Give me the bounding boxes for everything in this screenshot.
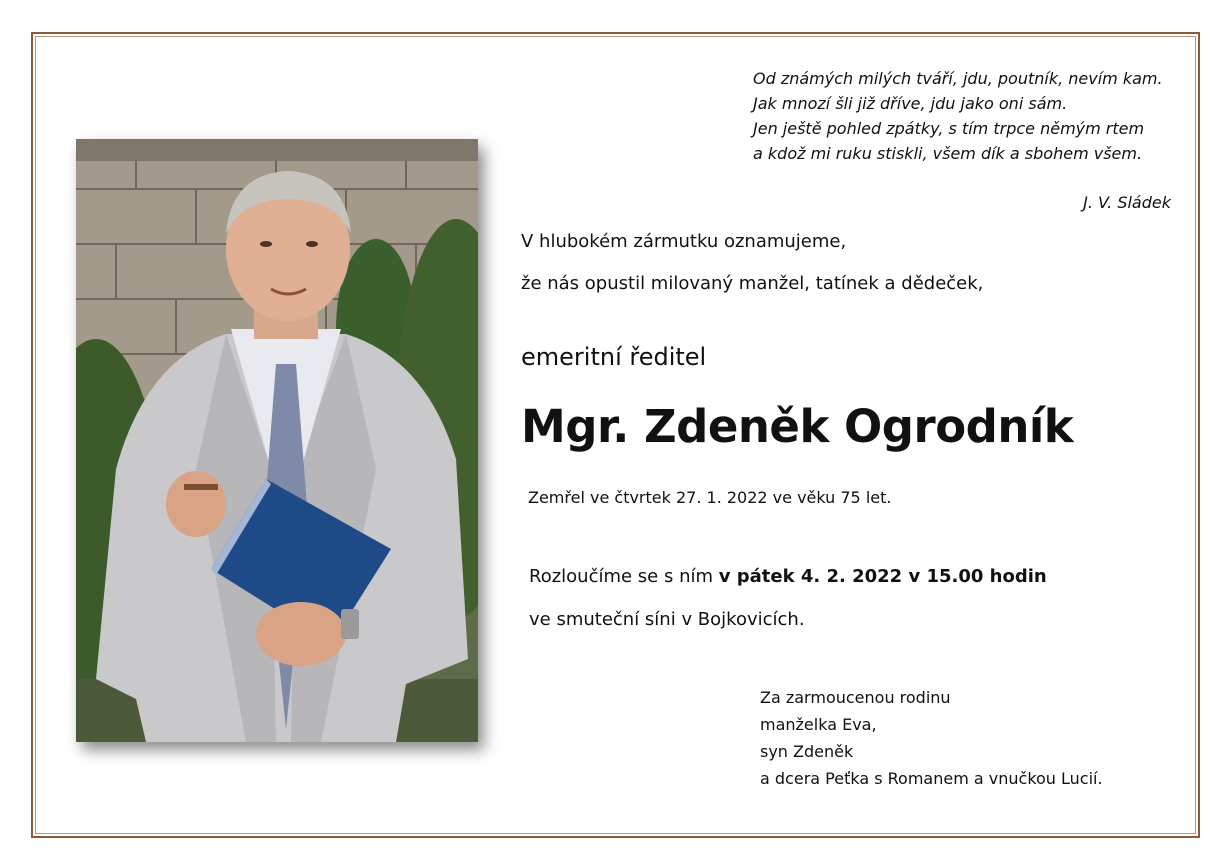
farewell-info — [529, 566, 1047, 587]
poem-line: a kdož mi ruku stiskli, všem dík a sbohem všem. — [753, 144, 1143, 163]
intro-line-2: že nás opustil milovaný manžel, tatínek a dědeček, — [521, 273, 984, 294]
death-info: Zemřel ve čtvrtek 27. 1. 2022 ve věku 75 let. — [528, 488, 892, 507]
family-line: syn Zdeněk — [760, 742, 854, 761]
portrait-photo — [76, 139, 478, 742]
farewell-place: ve smuteční síni v Bojkovicích. — [529, 609, 805, 630]
family-line: Za zarmoucenou rodinu — [760, 688, 951, 707]
poem-line: Jen ještě pohled zpátky, s tím trpce němým rtem — [753, 119, 1145, 138]
deceased-name: Mgr. Zdeněk Ogrodník — [521, 400, 1074, 453]
family-line: manželka Eva, — [760, 715, 877, 734]
farewell-date-time: v pátek 4. 2. 2022 v 15.00 hodin — [718, 566, 1047, 587]
poem — [753, 66, 1183, 166]
intro-line-1: V hlubokém zármutku oznamujeme, — [521, 231, 847, 252]
poem-line: Od známých milých tváří, jdu, poutník, nevím kam. — [753, 69, 1163, 88]
family-signature — [760, 684, 1103, 792]
poem-author: J. V. Sládek — [1083, 193, 1171, 212]
family-line: a dcera Peťka s Romanem a vnučkou Lucií. — [760, 769, 1103, 788]
deceased-role: emeritní ředitel — [521, 343, 707, 371]
poem-line: Jak mnozí šli již dříve, jdu jako oni sám. — [753, 94, 1068, 113]
farewell-prefix: Rozloučíme se s ním — [529, 566, 719, 587]
